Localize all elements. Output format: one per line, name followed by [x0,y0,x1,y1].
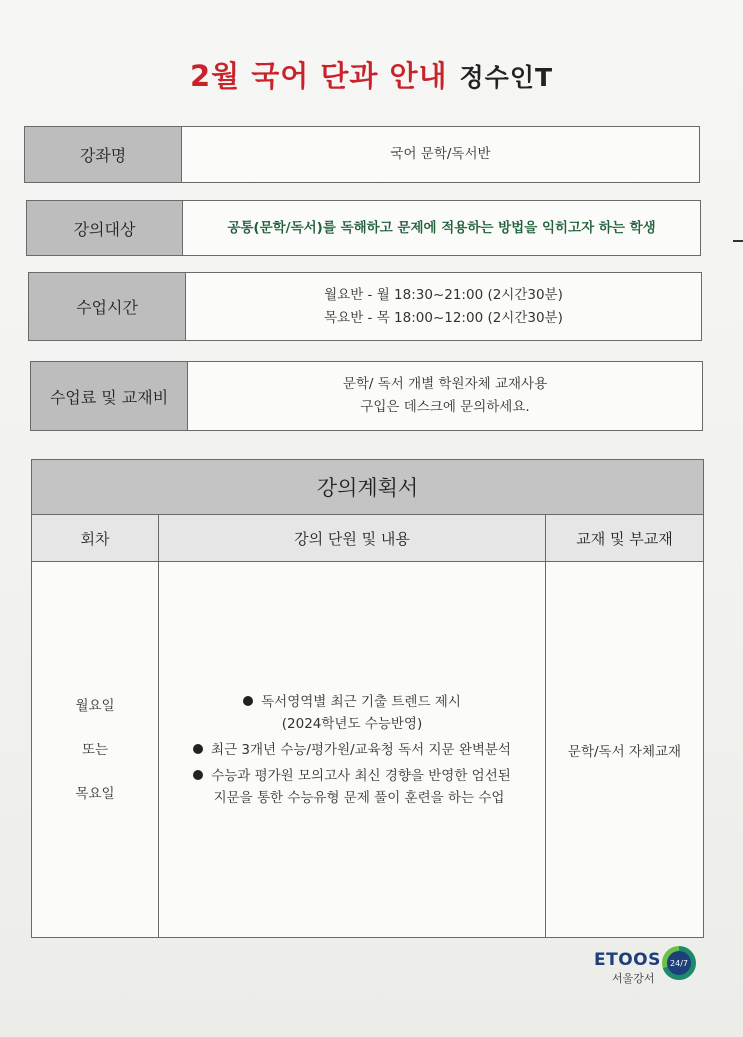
teacher-name: 정수인T [459,63,554,92]
info-row-course-name [24,126,700,183]
info-value [188,362,702,430]
info-label: 수업료 및 교재비 [31,362,188,430]
session-day: 월요일 [75,697,115,714]
logo-brand: ETOOS [594,950,661,970]
info-value [183,201,700,255]
content-cell [159,562,546,937]
content-text: (2024학년도 수능반영) [281,715,423,732]
content-text: 최근 3개년 수능/평가원/교육청 독서 지문 완벽분석 [211,741,511,758]
content-text: 지문을 통한 수능유형 문제 풀이 훈련을 하는 수업 [213,789,505,806]
page-title [0,54,743,95]
info-value [182,127,699,182]
info-value-line: 목요반 - 목 18:00~12:00 (2시간30분) [324,309,563,326]
content-line [193,765,511,787]
logo-badge-text: 24/7 [667,951,691,975]
content-text: 독서영역별 최근 기출 트렌드 제시 [261,693,461,710]
info-value-line: 문학/ 독서 개별 학원자체 교재사용 [342,376,548,392]
header-session: 회차 [32,515,159,561]
info-value-line: 월요반 - 월 18:30~21:00 (2시간30분) [324,286,563,303]
header-content: 강의 단원 및 내용 [159,515,546,561]
header-textbook: 교재 및 부교재 [546,515,703,561]
bullet-icon [243,696,253,706]
info-value-line: 구입은 데스크에 문의하세요. [360,399,530,415]
info-label: 수업시간 [29,273,186,340]
session-day: 또는 [81,741,109,758]
bullet-icon [193,744,203,754]
lesson-plan-title: 강의계획서 [32,460,703,515]
info-value-line: 공통(문학/독서)를 독해하고 문제에 적용하는 방법을 익히고자 하는 학생 [227,219,656,236]
info-label: 강좌명 [25,127,182,182]
lesson-plan-table [31,459,704,938]
bullet-icon [193,770,203,780]
info-value [186,273,701,340]
info-row-fee [30,361,703,431]
course-title: 2월 국어 단과 안내 [189,59,448,93]
content-line [282,713,422,735]
session-day: 목요일 [75,785,115,802]
textbook-text: 문학/독서 자체교재 [567,743,682,760]
etoos-logo [594,944,704,988]
logo-badge-icon [662,946,696,980]
content-text: 수능과 평가원 모의고사 최신 경향을 반영한 엄선된 [211,767,511,784]
session-cell [32,562,159,937]
content-line [243,691,461,713]
content-line [193,739,511,761]
edge-mark [733,240,743,242]
logo-branch: 서울강서 [612,972,655,985]
textbook-cell [546,562,703,937]
info-row-schedule [28,272,702,341]
info-row-target [26,200,701,256]
content-line [214,787,505,809]
lesson-plan-body-row [32,562,703,937]
info-value-line: 국어 문학/독서반 [390,146,491,162]
info-label: 강의대상 [27,201,183,255]
lesson-plan-header-row [32,515,703,562]
